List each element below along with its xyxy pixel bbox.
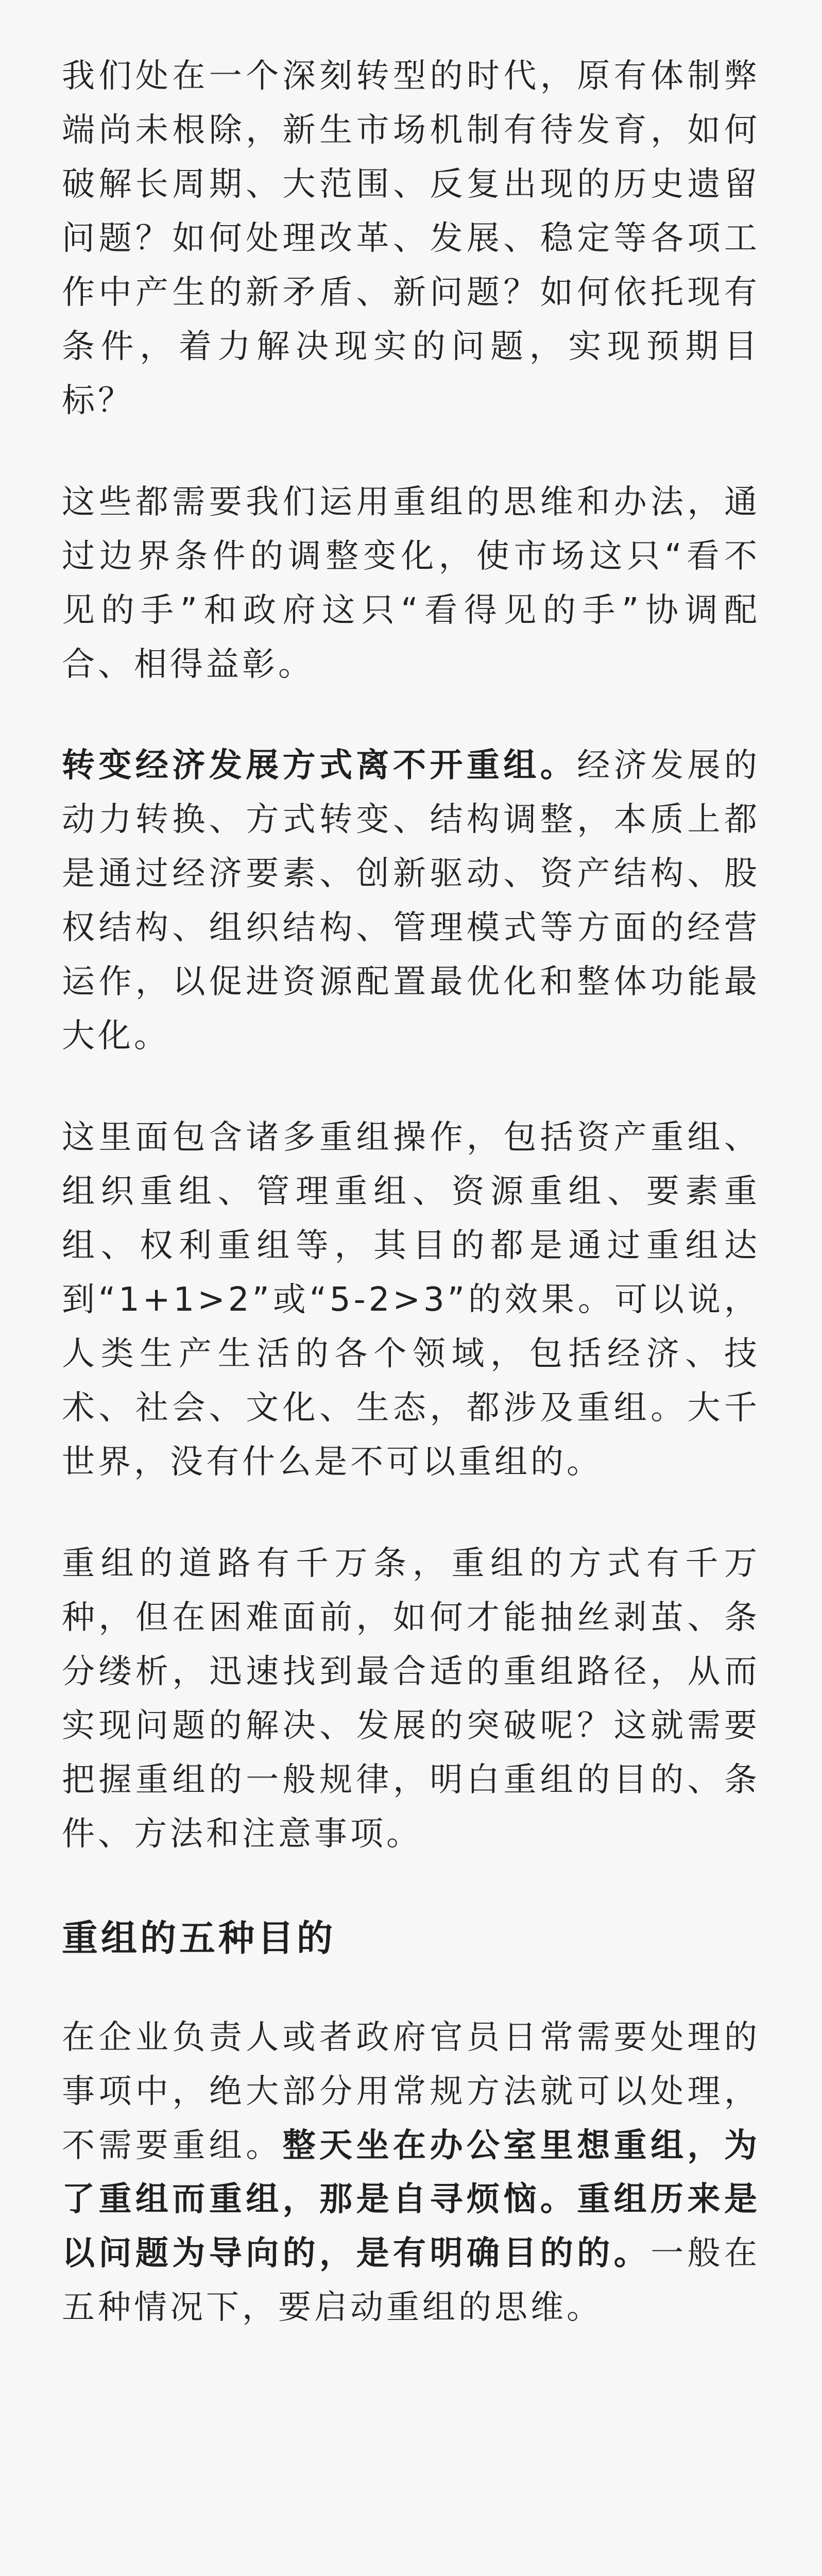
paragraph-text-end: 一般在五种情况下，要启动重组的思维。 (62, 2234, 760, 2327)
paragraph-market-hands: 这些都需要我们运用重组的思维和办法，通过边界条件的调整变化，使市场这只“看不见的手”和政府这只“看得见的手”协调配合、相得益彰。 (62, 483, 760, 684)
paragraph-text: 在企业负责人或者政府官员日常需要处理的事项中，绝大部分用常规方法就可以处理，不需要重组。 (62, 2018, 760, 2165)
bold-lead-sentence: 转变经济发展方式离不开重组。 (62, 747, 577, 785)
paragraph-intro: 我们处在一个深刻转型的时代，原有体制弊端尚未根除，新生市场机制有待发育，如何破解长周期、大范围、反复出现的历史遗留问题？如何处理改革、发展、稳定等各项工作中产生的新矛盾、新问题？如何依托现有条件，着力解决现实的问题，实现预期目标？ (62, 57, 760, 420)
paragraph-restructuring-types: 这里面包含诸多重组操作，包括资产重组、组织重组、管理重组、资源重组、要素重组、权利重组等，其目的都是通过重组达到“1+1>2”或“5-2>3”的效果。可以说，人类生产生活的各个领域，包括经济、技术、社会、文化、生态，都涉及重组。大千世界，没有什么是不可以重组的。 (62, 1118, 760, 1481)
section-heading: 重组的五种目的 (62, 1917, 336, 1959)
bold-emphasis: 整天坐在办公室里想重组，为了重组而重组，那是自寻烦恼。重组历来是以问题为导向的，是有明确目的的。 (62, 2126, 761, 2273)
paragraph-text: 经济发展的动力转换、方式转变、结构调整，本质上都是通过经济要素、创新驱动、资产结构、股权结构、组织结构、管理模式等方面的经营运作，以促进资源配置最优化和整体功能最大化。 (62, 747, 761, 1056)
paragraph-economic-transformation (62, 739, 760, 1063)
paragraph-restructuring-paths: 重组的道路有千万条，重组的方式有千万种，但在困难面前，如何才能抽丝剥茧、条分缕析，迅速找到最合适的重组路径，从而实现问题的解决、发展的突破呢？这就需要把握重组的一般规律，明白重组的目的、条件、方法和注意事项。 (62, 1544, 760, 1853)
paragraph-five-purposes (62, 2011, 760, 2335)
